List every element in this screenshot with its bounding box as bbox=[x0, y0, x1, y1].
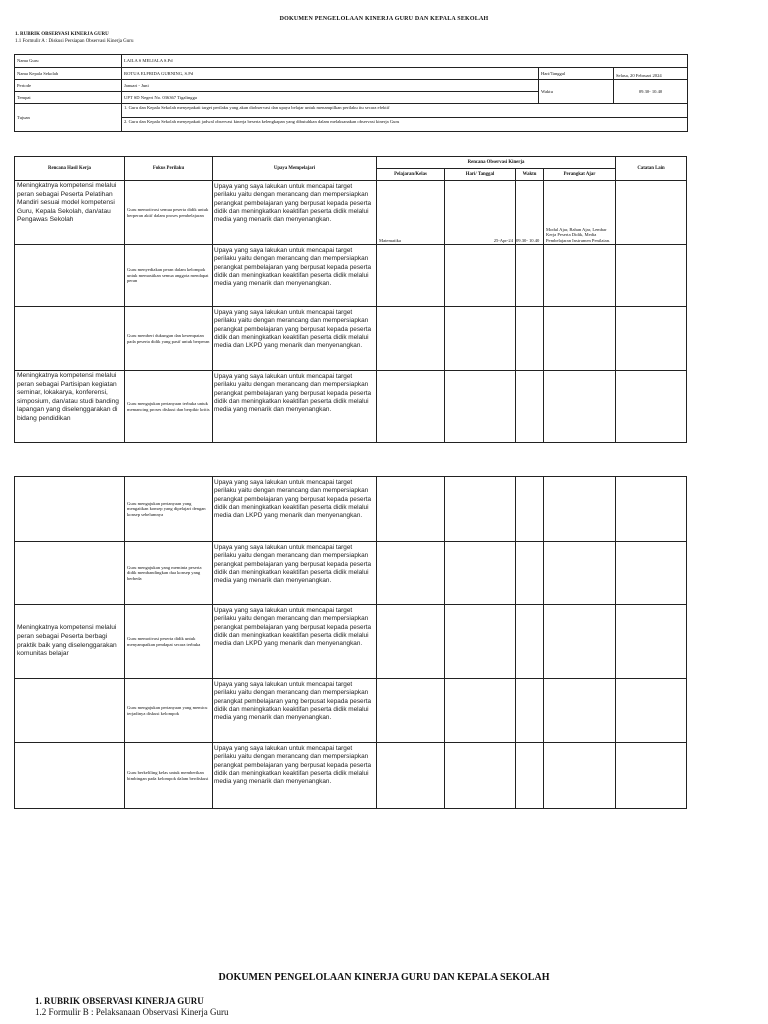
section-title: 1. RUBRIK OBSERVASI KINERJA GURU bbox=[15, 32, 109, 37]
catatan-cell bbox=[616, 477, 687, 542]
table-row bbox=[15, 245, 687, 307]
upaya-cell: Upaya yang saya lakukan untuk mencapai target perilaku yaitu dengan merancang dan mempersiapkan perangkat pembelajaran yang berpusat kepada peserta didik dan meningkatkan keaktifan peserta didik melalui media yang menarik dan menyenangkan. bbox=[213, 371, 377, 443]
table-row bbox=[15, 307, 687, 371]
table-row bbox=[15, 605, 687, 679]
header-rencana-observasi: Rencana Observasi Kinerja bbox=[377, 157, 616, 169]
perangkat-cell bbox=[544, 371, 616, 443]
fokus-cell: Guru memotivasi semua peserta didik untuk berperan aktif dalam proses pembelajaran bbox=[125, 181, 213, 245]
tujuan-1: 1. Guru dan Kepala Sekolah menyepakati target perilaku yang akan diobservasi dan upaya belajar untuk menampilkan perilaku itu secara efektif bbox=[122, 104, 688, 118]
header-pelajaran: Pelajaran/Kelas bbox=[377, 169, 445, 181]
hasil-cell: Meningkatnya kompetensi melalui peran sebagai Partisipan kegiatan seminar, lokakarya, konferensi, simposium, dan/atau studi banding lapangan yang diselenggarakan di bidang pendidikan bbox=[15, 371, 125, 443]
hasil-cell bbox=[15, 245, 125, 307]
periode-label: Periode bbox=[15, 80, 122, 92]
hari-cell bbox=[445, 371, 516, 443]
nama-guru-value: LAILA S MELIALA S.Pd bbox=[122, 55, 688, 68]
tempat-label: Tempat bbox=[15, 92, 122, 104]
catatan-cell bbox=[616, 181, 687, 245]
catatan-cell bbox=[616, 679, 687, 743]
fokus-cell: Guru menyediakan peran dalam kelompok untuk memastikan semua anggota mendapat peran bbox=[125, 245, 213, 307]
observation-plan-table-continued bbox=[14, 476, 687, 809]
document-title-2: DOKUMEN PENGELOLAAN KINERJA GURU DAN KEPALA SEKOLAH bbox=[218, 972, 550, 983]
upaya-cell: Upaya yang saya lakukan untuk mencapai target perilaku yaitu dengan merancang dan mempersiapkan perangkat pembelajaran yang berpusat kepada peserta didik dan meningkatkan keaktifan peserta didik melalui media yang menarik dan menyenangkan. bbox=[213, 679, 377, 743]
upaya-cell: Upaya yang saya lakukan untuk mencapai target perilaku yaitu dengan merancang dan mempersiapkan perangkat pembelajaran yang berpusat kepada peserta didik dan meningkatkan keaktifan peserta didik melalui media dan LKPD yang menarik dan menyenangkan. bbox=[213, 307, 377, 371]
upaya-cell: Upaya yang saya lakukan untuk mencapai target perilaku yaitu dengan merancang dan mempersiapkan perangkat pembelajaran yang berpusat kepada peserta didik dan meningkatkan keaktifan peserta didik melalui media dan LKPD yang menarik dan menyenangkan. bbox=[213, 605, 377, 679]
observation-plan-table bbox=[14, 156, 687, 443]
hari-value: Selasa, 20 Februari 2024 bbox=[614, 68, 688, 80]
header-upaya: Upaya Mempelajari bbox=[213, 157, 377, 181]
tujuan-label: Tujuan bbox=[15, 104, 122, 132]
perangkat-cell bbox=[544, 307, 616, 371]
pelajaran-cell bbox=[377, 371, 445, 443]
upaya-cell: Upaya yang saya lakukan untuk mencapai target perilaku yaitu dengan merancang dan mempersiapkan perangkat pembelajaran yang berpusat kepada peserta didik dan meningkatkan keaktifan peserta didik melalui media yang menarik dan menyenangkan. bbox=[213, 181, 377, 245]
kepsek-label: Nama Kepala Sekolah bbox=[15, 68, 122, 80]
hari-cell: 25-Apr-24 bbox=[445, 181, 516, 245]
hasil-cell bbox=[15, 307, 125, 371]
header-perangkat: Perangkat Ajar bbox=[544, 169, 616, 181]
waktu-label: Waktu bbox=[539, 80, 614, 104]
hari-cell bbox=[445, 307, 516, 371]
waktu-cell bbox=[516, 307, 544, 371]
hasil-cell: Meningkatnya kompetensi melalui peran sebagai Peserta berbagi praktik baik yang diselenggarakan komunitas belajar bbox=[15, 605, 125, 679]
periode-value: Januari - Juni bbox=[122, 80, 539, 92]
pelajaran-cell bbox=[377, 245, 445, 307]
table-row bbox=[15, 371, 687, 443]
kepsek-value: ROTUA ELFRIDA GURNING, S.Pd bbox=[122, 68, 539, 80]
fokus-cell: Guru mengajukan yang meminta peserta didik membandingkan dua konsep yang berbeda bbox=[125, 542, 213, 605]
hari-cell bbox=[445, 245, 516, 307]
upaya-cell: Upaya yang saya lakukan untuk mencapai target perilaku yaitu dengan merancang dan mempersiapkan perangkat pembelajaran yang berpusat kepada peserta didik dan meningkatkan keaktifan peserta didik melalui media yang menarik dan menyenangkan. bbox=[213, 245, 377, 307]
catatan-cell bbox=[616, 542, 687, 605]
fokus-cell: Guru mengajukan pertanyaan terbuka untuk memancing proses diskusi dan berpikir kritis bbox=[125, 371, 213, 443]
catatan-cell bbox=[616, 245, 687, 307]
table-row bbox=[15, 542, 687, 605]
waktu-cell: 09.30- 10.40 bbox=[516, 181, 544, 245]
fokus-cell: Guru mengajukan pertanyaan yang mengaitkan konsep yang dipelajari dengan konsep sebelumnya bbox=[125, 477, 213, 542]
fokus-cell: Guru memberi dukungan dan kesempatan pada peserta didik yang pasif untuk berperan bbox=[125, 307, 213, 371]
hasil-cell bbox=[15, 743, 125, 809]
perangkat-cell bbox=[544, 245, 616, 307]
nama-guru-label: Nama Guru bbox=[15, 55, 122, 68]
waktu-cell bbox=[516, 371, 544, 443]
document-title: DOKUMEN PENGELOLAAN KINERJA GURU DAN KEPALA SEKOLAH bbox=[279, 16, 489, 22]
hasil-cell bbox=[15, 679, 125, 743]
hasil-cell: Meningkatnya kompetensi melalui peran sebagai Peserta Pelatihan Mandiri sesuai model kompetensi Guru, Kepala Sekolah, dan/atau Pengawas Sekolah bbox=[15, 181, 125, 245]
hari-label: Hari/Tanggal bbox=[539, 68, 614, 80]
catatan-cell bbox=[616, 605, 687, 679]
fokus-cell: Guru berkeliling kelas untuk memberikan bimbingan pada kelompok dalam berdiskusi bbox=[125, 743, 213, 809]
header-fokus: Fokus Perilaku bbox=[125, 157, 213, 181]
fokus-cell: Guru memotivasi peserta didik untuk menyampaikan pendapat secara terbuka bbox=[125, 605, 213, 679]
pelajaran-cell: Matematika bbox=[377, 181, 445, 245]
upaya-cell: Upaya yang saya lakukan untuk mencapai target perilaku yaitu dengan merancang dan mempersiapkan perangkat pembelajaran yang berpusat kepada peserta didik dan meningkatkan keaktifan peserta didik melalui media dan LKPD yang menarik dan menyenangkan. bbox=[213, 477, 377, 542]
perangkat-cell: Modul Ajar, Bahan Ajar, Lembar Kerja Peserta Didik, Media Pembelajaran Instrumen Penilaian. bbox=[544, 181, 616, 245]
catatan-cell bbox=[616, 371, 687, 443]
tempat-value: UPT SD Negeri No. 036367 Tigalingga bbox=[122, 92, 539, 104]
hasil-cell bbox=[15, 542, 125, 605]
catatan-cell bbox=[616, 743, 687, 809]
upaya-cell: Upaya yang saya lakukan untuk mencapai target perilaku yaitu dengan merancang dan mempersiapkan perangkat pembelajaran yang berpusat kepada peserta didik dan meningkatkan keaktifan peserta didik melalui media yang menarik dan menyenangkan. bbox=[213, 743, 377, 809]
header-catatan: Catatan Lain bbox=[616, 157, 687, 181]
table-row bbox=[15, 679, 687, 743]
table-row bbox=[15, 743, 687, 809]
header-waktu: Waktu bbox=[516, 169, 544, 181]
table-row bbox=[15, 181, 687, 245]
form-a-title: 1.1 Formulir A : Diskusi Persiapan Observasi Kinerja Guru bbox=[15, 39, 134, 44]
header-hari: Hari/ Tanggal bbox=[445, 169, 516, 181]
tujuan-2: 2. Guru dan Kepala Sekolah menyepakati jadwal observasi kinerja beserta kelengkapan yang dibutuhkan dalam melaksanakan observasi kinerja Guru bbox=[122, 118, 688, 132]
table-row bbox=[15, 477, 687, 542]
fokus-cell: Guru mengajukan pertanyaan yang memicu terjadinya diskusi kelompok bbox=[125, 679, 213, 743]
upaya-cell: Upaya yang saya lakukan untuk mencapai target perilaku yaitu dengan merancang dan mempersiapkan perangkat pembelajaran yang berpusat kepada peserta didik dan meningkatkan keaktifan peserta didik melalui media yang menarik dan menyenangkan. bbox=[213, 542, 377, 605]
info-table bbox=[14, 54, 688, 132]
hasil-cell bbox=[15, 477, 125, 542]
header-hasil: Rencana Hasil Kerja bbox=[15, 157, 125, 181]
form-b-title: 1.2 Formulir B : Pelaksanaan Observasi Kinerja Guru bbox=[35, 1007, 229, 1017]
waktu-value: 09.30- 10.40 bbox=[614, 80, 688, 104]
waktu-cell bbox=[516, 245, 544, 307]
catatan-cell bbox=[616, 307, 687, 371]
section-title-2: 1. RUBRIK OBSERVASI KINERJA GURU bbox=[35, 996, 204, 1006]
pelajaran-cell bbox=[377, 307, 445, 371]
